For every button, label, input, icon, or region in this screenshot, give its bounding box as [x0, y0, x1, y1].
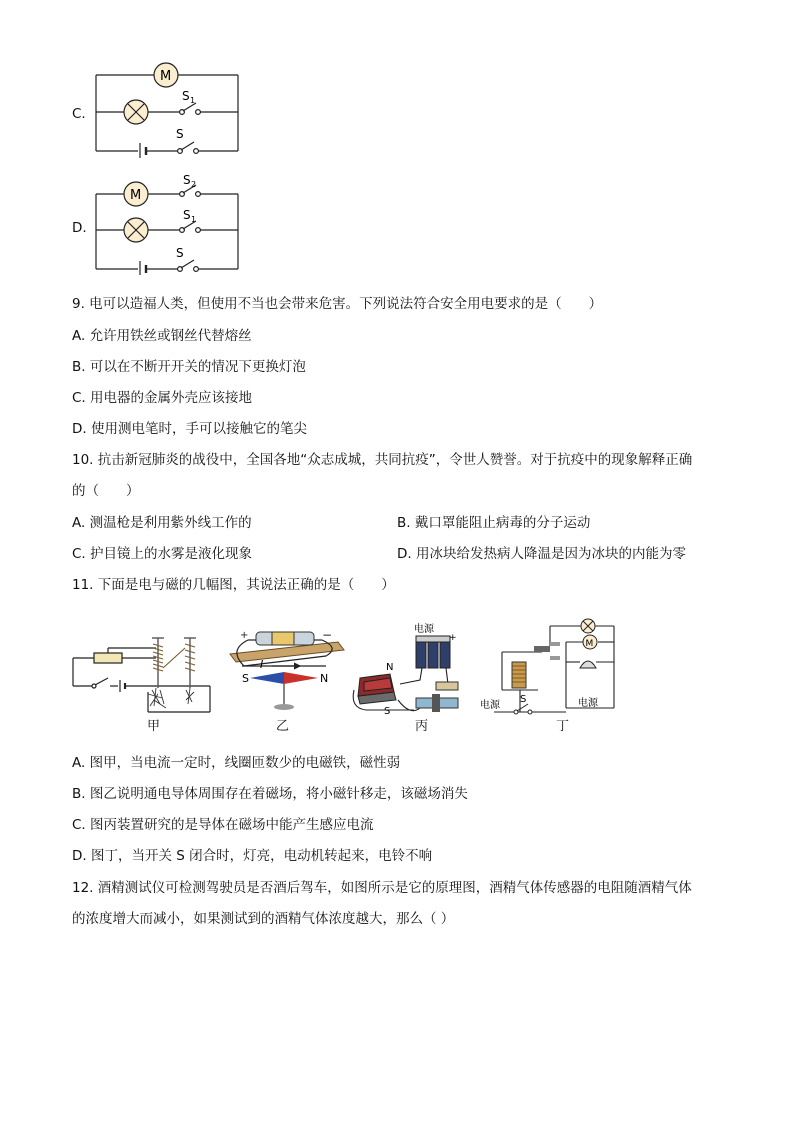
q9-option-d: D. 使用测电笔时，手可以接触它的笔尖 [72, 421, 307, 437]
ding-motor-symbol: M [585, 639, 594, 649]
circuit-c-diagram [90, 58, 250, 158]
motor-symbol: M [130, 188, 142, 203]
figure-jia-caption: 甲 [147, 719, 161, 734]
q11-option-c: C. 图丙装置研究的是导体在磁场中能产生感应电流 [72, 817, 374, 833]
option-c-label: C. [72, 106, 86, 122]
svg-text:−: − [322, 628, 333, 642]
figure-jia [68, 628, 218, 720]
bing-power-label: 电源 [414, 624, 434, 635]
q10-option-d: D. 用冰块给发热病人降温是因为冰块的内能为零 [397, 546, 686, 562]
switch-s1-label: S [182, 89, 190, 103]
q11-option-b: B. 图乙说明通电导体周围存在着磁场，将小磁针移走，该磁场消失 [72, 786, 468, 802]
switch-s2-subscript: 2 [191, 180, 197, 189]
figure-yi-caption: 乙 [276, 719, 290, 734]
circuit-d-diagram [90, 175, 250, 275]
compass-s-label: S [242, 672, 249, 685]
figure-ding-caption: 丁 [556, 719, 570, 734]
q10-stem-line1: 10. 抗击新冠肺炎的战役中，全国各地“众志成城，共同抗疫”，令世人赞誉。对于抗疫中的现象解释正确 [72, 452, 693, 468]
q11-option-a: A. 图甲，当电流一定时，线圈匝数少的电磁铁，磁性弱 [72, 755, 401, 771]
switch-s2-label: S [183, 175, 191, 187]
q11-stem: 11. 下面是电与磁的几幅图，其说法正确的是（ ） [72, 577, 395, 593]
ding-power-right-label: 电源 [578, 698, 598, 709]
figure-bing-caption: 丙 [415, 719, 429, 734]
figure-bing [350, 618, 476, 718]
q11-option-d: D. 图丁，当开关 S 闭合时，灯亮，电动机转起来，电铃不响 [72, 848, 433, 864]
q10-option-b: B. 戴口罩能阻止病毒的分子运动 [397, 515, 591, 531]
q9-stem: 9. 电可以造福人类，但使用不当也会带来危害。下列说法符合安全用电要求的是（ ） [72, 296, 603, 312]
svg-text:+: + [240, 630, 249, 641]
q12-stem-line2: 的浓度增大而减小，如果测试到的酒精气体浓度越大，那么（ ） [72, 911, 455, 927]
figure-yi [222, 626, 348, 718]
switch-s-label: S [176, 127, 184, 141]
bing-n-label: N [386, 662, 394, 673]
figure-ding [480, 616, 620, 716]
switch-s1-subscript: 1 [190, 96, 196, 105]
switch-s1-subscript: 1 [191, 215, 197, 224]
ding-switch-label: S [520, 694, 527, 705]
q9-option-b: B. 可以在不断开开关的情况下更换灯泡 [72, 359, 306, 375]
q9-option-a: A. 允许用铁丝或钢丝代替熔丝 [72, 328, 252, 344]
switch-s-label: S [176, 246, 184, 260]
compass-n-label: N [320, 672, 329, 685]
q10-option-a: A. 测温枪是利用紫外线工作的 [72, 515, 252, 531]
option-d-label: D. [72, 220, 87, 236]
q10-option-c: C. 护目镜上的水雾是液化现象 [72, 546, 253, 562]
motor-symbol: M [160, 69, 172, 84]
q10-stem-line2: 的（ ） [72, 483, 140, 499]
bing-s-label: S [384, 706, 391, 717]
switch-s1-label: S [183, 208, 191, 222]
ding-power-left-label: 电源 [480, 700, 500, 711]
svg-text:+: + [449, 633, 457, 643]
current-label: I [260, 658, 264, 671]
q9-option-c: C. 用电器的金属外壳应该接地 [72, 390, 253, 406]
q12-stem-line1: 12. 酒精测试仪可检测驾驶员是否酒后驾车，如图所示是它的原理图，酒精气体传感器的电阻随酒精气体 [72, 880, 692, 896]
